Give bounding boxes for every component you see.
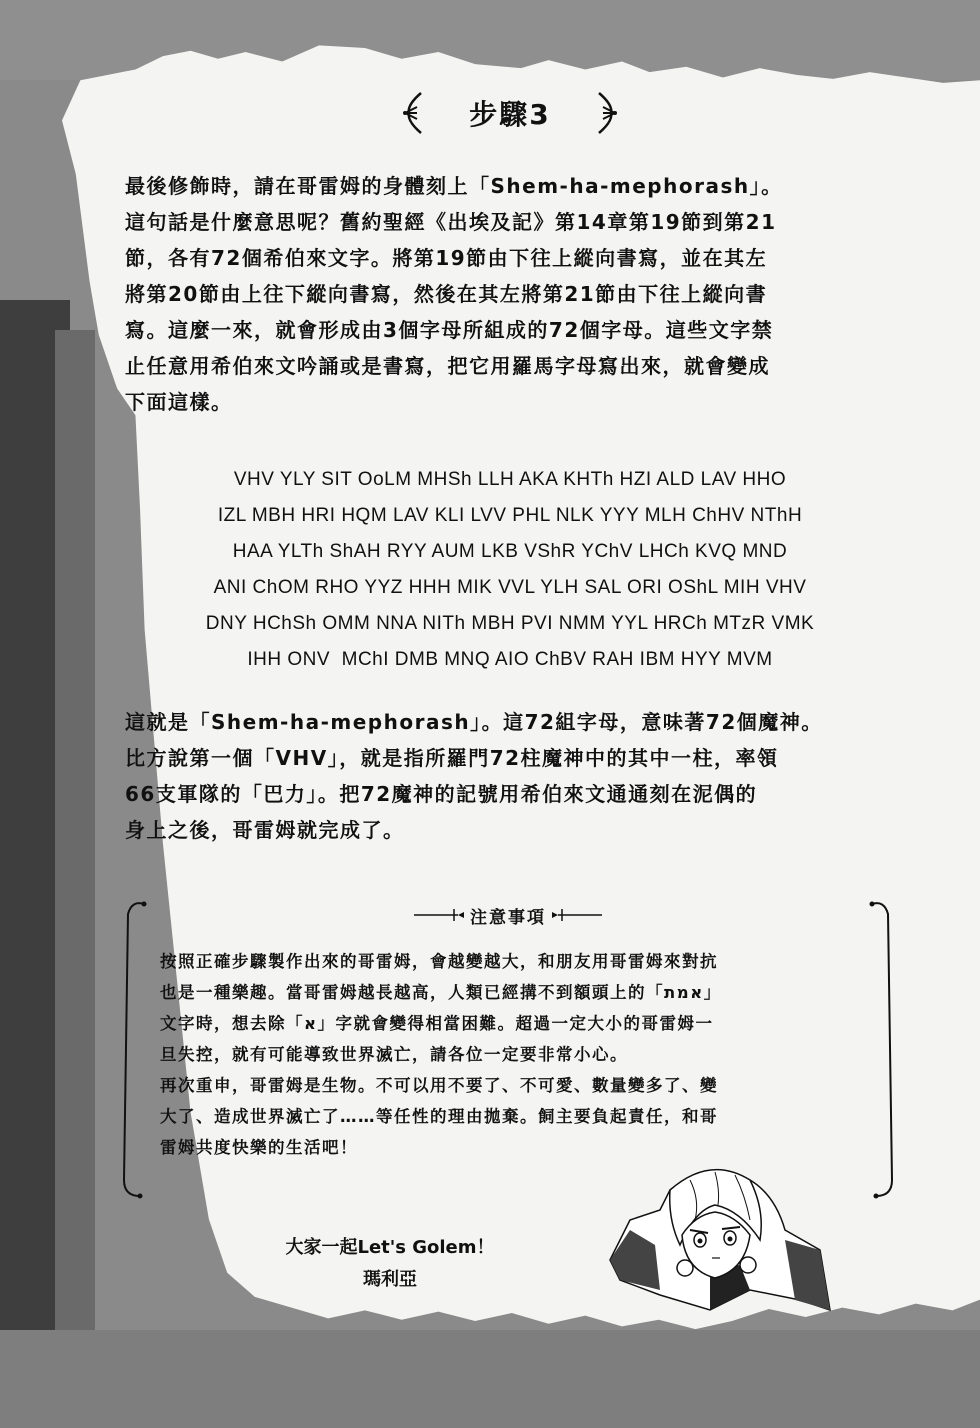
flourish-right-icon bbox=[593, 91, 619, 135]
rule-right-icon bbox=[552, 908, 602, 922]
signoff-slogan: 大家一起Let's Golem！ bbox=[285, 1237, 495, 1258]
intro-line: 止任意用希伯來文吟誦或是書寫，把它用羅馬字母寫出來，就會變成 bbox=[125, 354, 770, 378]
intro-line: 節，各有72個希伯來文字。將第19節由下往上縱向書寫，並在其左 bbox=[125, 246, 768, 270]
intro-line: 將第20節由上往下縱向書寫，然後在其左將第21節由下往上縱向書 bbox=[125, 282, 768, 306]
names-row: DNY HChSh OMM NNA NITh MBH PVI NMM YYL HRCh MTzR VMK bbox=[205, 613, 815, 634]
explanation-line: 這就是「Shem-ha-mephorash」。這72組字母，意味著72個魔神。 bbox=[125, 710, 823, 734]
names-row: ANI ChOM RHO YYZ HHH MIK VVL YLH SAL ORI OShL MIH VHV bbox=[213, 577, 807, 598]
signoff bbox=[250, 1232, 530, 1296]
names-row: IHH ONV MChI DMB MNQ AIO ChBV RAH IBM HYY MVM bbox=[247, 649, 773, 670]
explanation-line: 66支軍隊的「巴力」。把72魔神的記號用希伯來文通通刻在泥偶的 bbox=[125, 782, 758, 806]
notes-line: 大了、造成世界滅亡了……等任性的理由拋棄。飼主要負起責任，和哥 bbox=[160, 1107, 718, 1126]
notes-title bbox=[388, 902, 628, 928]
background-texture-bottom bbox=[0, 1330, 980, 1428]
flourish-left-icon bbox=[401, 91, 427, 135]
page-title: 步驟3 bbox=[469, 98, 551, 131]
notes-body bbox=[160, 946, 880, 1163]
notes-line: 旦失控，就有可能導致世界滅亡，請各位一定要非常小心。 bbox=[160, 1045, 628, 1064]
notes-line: 雷姆共度快樂的生活吧！ bbox=[160, 1138, 358, 1157]
signoff-author: 瑪利亞 bbox=[363, 1269, 417, 1290]
section-heading bbox=[380, 88, 640, 138]
notes-line: 也是一種樂趣。當哥雷姆越長越高，人類已經搆不到額頭上的「אמת」 bbox=[160, 983, 722, 1002]
names-row: IZL MBH HRI HQM LAV KLI LVV PHL NLK YYY MLH ChHV NThH bbox=[217, 505, 803, 526]
character-portrait-icon bbox=[600, 1150, 840, 1315]
intro-paragraph bbox=[125, 168, 915, 420]
intro-line: 寫。這麼一來，就會形成由3個字母所組成的72個字母。這些文字禁 bbox=[125, 318, 774, 342]
shem-ha-mephorash-table bbox=[130, 462, 890, 678]
background-shadow-mid bbox=[55, 330, 95, 1428]
notes-line: 再次重申，哥雷姆是生物。不可以用不要了、不可愛、數量變多了、變 bbox=[160, 1076, 718, 1095]
notes-line: 文字時，想去除「א」字就會變得相當困難。超過一定大小的哥雷姆一 bbox=[160, 1014, 714, 1033]
notes-line: 按照正確步驟製作出來的哥雷姆，會越變越大，和朋友用哥雷姆來對抗 bbox=[160, 952, 718, 971]
explanation-paragraph bbox=[125, 704, 915, 848]
bracket-right-icon bbox=[868, 900, 898, 1200]
explanation-line: 身上之後，哥雷姆就完成了。 bbox=[125, 818, 405, 842]
intro-line: 下面這樣。 bbox=[125, 390, 233, 414]
notes-title-text: 注意事項 bbox=[470, 907, 546, 928]
names-row: VHV YLY SIT OoLM MHSh LLH AKA KHTh HZI ALD LAV HHO bbox=[233, 469, 787, 490]
bracket-left-icon bbox=[118, 900, 148, 1200]
explanation-line: 比方說第一個「VHV」，就是指所羅門72柱魔神中的其中一柱，率領 bbox=[125, 746, 779, 770]
intro-line: 最後修飾時，請在哥雷姆的身體刻上「Shem-ha-mephorash」。 bbox=[125, 174, 783, 198]
rule-left-icon bbox=[414, 908, 464, 922]
names-row: HAA YLTh ShAH RYY AUM LKB VShR YChV LHCh KVQ MND bbox=[232, 541, 788, 562]
intro-line: 這句話是什麼意思呢？舊約聖經《出埃及記》第14章第19節到第21 bbox=[125, 210, 777, 234]
